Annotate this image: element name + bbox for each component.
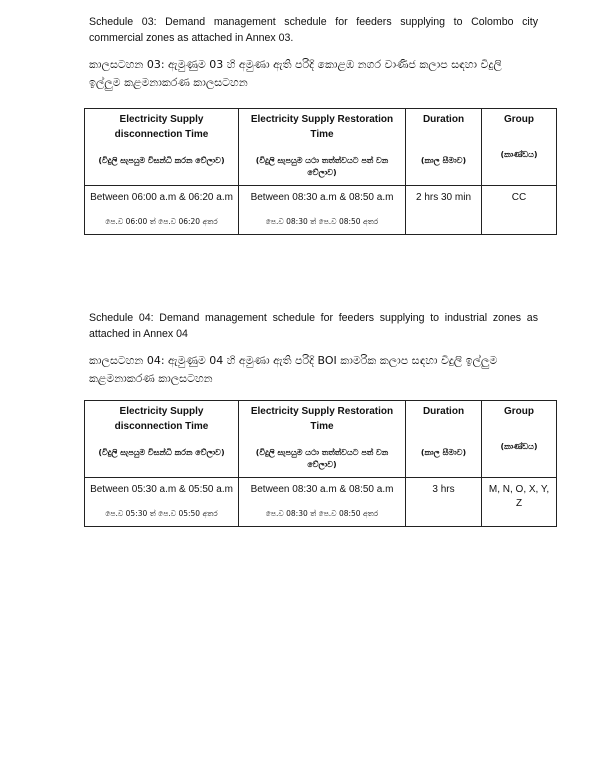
disconnection-cell-si: පෙ.ව 05:30 ත් පෙ.ව 05:50 අතර [105, 509, 218, 518]
disconnection-header-en: Electricity Supply disconnection Time [114, 114, 209, 140]
group-header [482, 401, 557, 478]
duration-header-en: Duration [422, 114, 465, 125]
table-header-row [85, 401, 557, 478]
duration-header [406, 401, 482, 478]
group-header-si: (කාණ්ඩය) [500, 150, 538, 159]
restoration-header [239, 401, 406, 478]
restoration-cell-si: පෙ.ව 08:30 ත් පෙ.ව 08:50 අතර [265, 217, 379, 226]
restoration-cell-en: Between 08:30 a.m & 08:50 a.m [250, 484, 394, 495]
disconnection-cell-en: Between 05:30 a.m & 05:50 a.m [90, 484, 233, 495]
duration-header [406, 109, 482, 186]
schedule-03-section [84, 14, 556, 235]
schedule-03-heading-si: කාලසටහන 03: ඇමුණුම 03 හි අමුණා ඇති පරිදි කොළඹ නගර වාණිජ කලාප සඳහා විදුලි ඉල්ලුම කළමනාකරණ කාලසටහන [89, 58, 502, 89]
group-header-si: (කාණ්ඩය) [500, 442, 538, 451]
restoration-header [239, 109, 406, 186]
schedule-03-table [84, 108, 557, 235]
duration-cell: 2 hrs 30 min [406, 186, 482, 235]
schedule-04-heading-si: කාලසටහන 04: ඇමුණුම 04 හි අමුණා ඇති පරිදි BOI කාමරික කලාප සඳහා විදුලි ඉල්ලුම කළමනාකරණ කාලසටහන [89, 354, 498, 385]
schedule-04-section [84, 310, 556, 527]
restoration-cell [239, 478, 406, 527]
table-header-row [85, 109, 557, 186]
restoration-header-si: (විදුලි සැපයුම යථා තත්ත්වයට පත් වන වේලාව) [255, 448, 389, 469]
group-header-en: Group [504, 114, 534, 125]
disconnection-header [85, 109, 239, 186]
restoration-cell [239, 186, 406, 235]
disconnection-cell [85, 478, 239, 527]
table-row [85, 186, 557, 235]
disconnection-header-si: (විදුලි සැපයුම විසන්ධි කරන වේලාව) [98, 448, 225, 457]
schedule-04-heading-en: Schedule 04: Demand management schedule for feeders supplying to industrial zones as attached in Annex 04 [89, 312, 538, 340]
disconnection-header-en: Electricity Supply disconnection Time [114, 406, 209, 432]
restoration-header-si: (විදුලි සැපයුම යථා තත්ත්වයට පත් වන වේලාව) [255, 156, 389, 177]
schedule-04-table [84, 400, 557, 527]
table-row [85, 478, 557, 527]
disconnection-cell-si: පෙ.ව 06:00 ත් පෙ.ව 06:20 අතර [105, 217, 218, 226]
disconnection-header [85, 401, 239, 478]
restoration-cell-si: පෙ.ව 08:30 ත් පෙ.ව 08:50 අතර [265, 509, 379, 518]
duration-cell: 3 hrs [406, 478, 482, 527]
duration-header-en: Duration [422, 406, 465, 417]
group-header [482, 109, 557, 186]
restoration-header-en: Electricity Supply Restoration Time [250, 114, 394, 140]
duration-header-si: (කාල සීමාව) [420, 156, 467, 165]
schedule-03-heading-en: Schedule 03: Demand management schedule for feeders supplying to Colombo city commercial zones as attached in Annex 03. [89, 16, 538, 44]
group-header-en: Group [504, 406, 534, 417]
disconnection-cell-en: Between 06:00 a.m & 06:20 a.m [90, 192, 233, 203]
disconnection-header-si: (විදුලි සැපයුම විසන්ධි කරන වේලාව) [98, 156, 225, 165]
restoration-cell-en: Between 08:30 a.m & 08:50 a.m [250, 192, 394, 203]
group-cell: M, N, O, X, Y, Z [482, 478, 557, 527]
group-cell: CC [482, 186, 557, 235]
duration-header-si: (කාල සීමාව) [420, 448, 467, 457]
restoration-header-en: Electricity Supply Restoration Time [250, 406, 394, 432]
disconnection-cell [85, 186, 239, 235]
